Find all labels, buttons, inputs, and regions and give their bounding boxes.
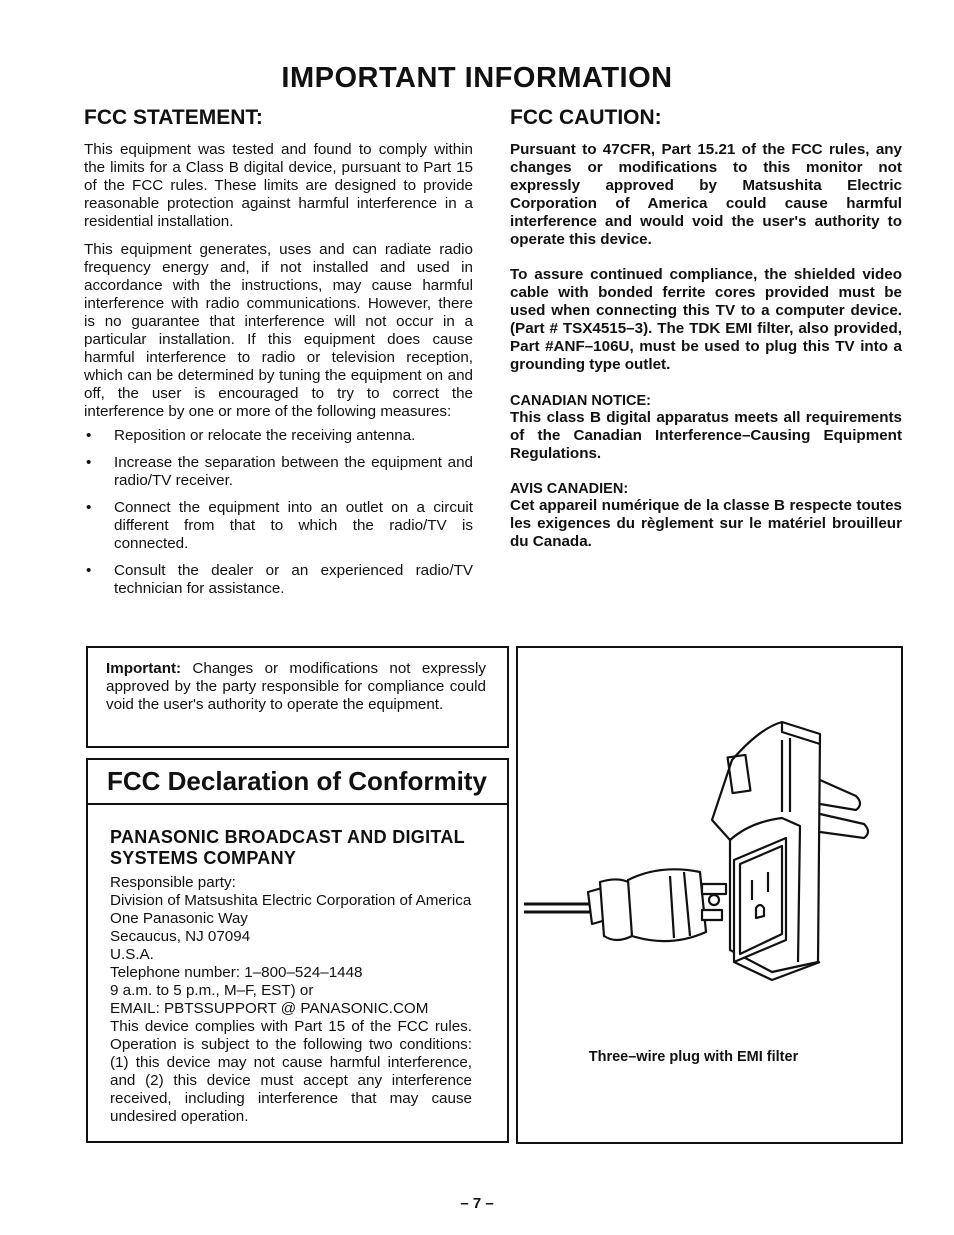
address-line-1: One Panasonic Way: [110, 910, 248, 927]
fcc-statement-section: [84, 141, 473, 607]
important-label: Important:: [106, 660, 182, 677]
declaration-details: [110, 874, 472, 1126]
fcc-statement-para-1: This equipment was tested and found to comply within the limits for a Class B digital device, pursuant to Part 15 of the FCC rules. These limits are designed to provide reasonable protection against harmful interference in a residential installation.: [84, 141, 473, 230]
division-line: Division of Matsushita Electric Corporation of America: [110, 892, 472, 909]
fcc-caution-heading: FCC CAUTION:: [510, 106, 662, 129]
figure-caption: Three–wire plug with EMI filter: [588, 1049, 799, 1065]
responsible-party-label: Responsible party:: [110, 874, 236, 891]
canadian-notice-heading: CANADIAN NOTICE:: [510, 393, 651, 409]
hours-line: 9 a.m. to 5 p.m., M–F, EST) or: [110, 982, 314, 999]
telephone-line: Telephone number: 1–800–524–1448: [110, 964, 363, 981]
list-item: • Consult the dealer or an experienced radio/TV technician for assistance.: [86, 562, 473, 597]
canadian-notice-text: This class B digital apparatus meets all requirements of the Canadian Interference–Causing Equipment Regulations.: [510, 409, 902, 462]
fcc-statement-heading: FCC STATEMENT:: [84, 106, 263, 129]
avis-canadien-text: Cet appareil numérique de la classe B respecte toutes les exigences du règlement sur le matériel brouilleur du Canada.: [510, 497, 902, 550]
declaration-title: FCC Declaration of Conformity: [107, 766, 487, 796]
important-text: Changes or modifications not expressly approved by the party responsible for compliance could void the user's authority to operate the equipment.: [106, 660, 486, 713]
bullet-icon: •: [86, 499, 92, 516]
avis-canadien-heading: AVIS CANADIEN:: [510, 481, 629, 497]
company-name: PANASONIC BROADCAST AND DIGITAL SYSTEMS COMPANY: [110, 827, 465, 868]
compliance-text: This device complies with Part 15 of the FCC rules. Operation is subject to the following two conditions: (1) this device may not cause harmful interference, and (2) this device must accept any interference received, including interference that may cause undesired operation.: [110, 1018, 472, 1125]
fcc-caution-section: [510, 141, 902, 551]
list-item: • Reposition or relocate the receiving antenna.: [86, 427, 416, 444]
important-notice: [106, 660, 486, 714]
fcc-caution-para-2: To assure continued compliance, the shielded video cable with bonded ferrite cores provided must be used when connecting this TV to a computer device. (Part # TSX4515–3). The TDK EMI filter, also provided, Part #ANF–106U, must be used to plug this TV into a grounding type outlet.: [510, 266, 902, 373]
bullet-icon: •: [86, 562, 92, 579]
address-country: U.S.A.: [110, 946, 154, 963]
list-item: • Connect the equipment into an outlet on a circuit different from that to which the radio/TV is connected.: [86, 499, 473, 552]
plug-with-emi-filter-illustration: [520, 700, 900, 990]
bullet-icon: •: [86, 427, 92, 444]
list-item: • Increase the separation between the equipment and radio/TV receiver.: [86, 454, 473, 489]
fcc-statement-para-2: This equipment generates, uses and can radiate radio frequency energy and, if not installed and used in accordance with the instructions, may cause harmful interference with radio communications. However, there is no guarantee that interference will not occur in a particular installation. If this equipment does cause harmful interference to radio or television reception, which can be determined by tuning the equipment on and off, the user is encouraged to try to correct the interference by one or more of the following measures:: [84, 241, 473, 420]
measures-list: [84, 427, 473, 598]
page-number: – 7 –: [460, 1195, 494, 1212]
page-title: IMPORTANT INFORMATION: [281, 62, 673, 94]
address-line-2: Secaucus, NJ 07094: [110, 928, 251, 945]
bullet-icon: •: [86, 454, 92, 471]
declaration-divider: [86, 803, 509, 805]
email-line: EMAIL: PBTSSUPPORT @ PANASONIC.COM: [110, 1000, 429, 1017]
fcc-caution-para-1: Pursuant to 47CFR, Part 15.21 of the FCC rules, any changes or modifications to this monitor not expressly approved by Matsushita Electric Corporation of America could cause harmful interference and would void the user's authority to operate this device.: [510, 141, 902, 248]
